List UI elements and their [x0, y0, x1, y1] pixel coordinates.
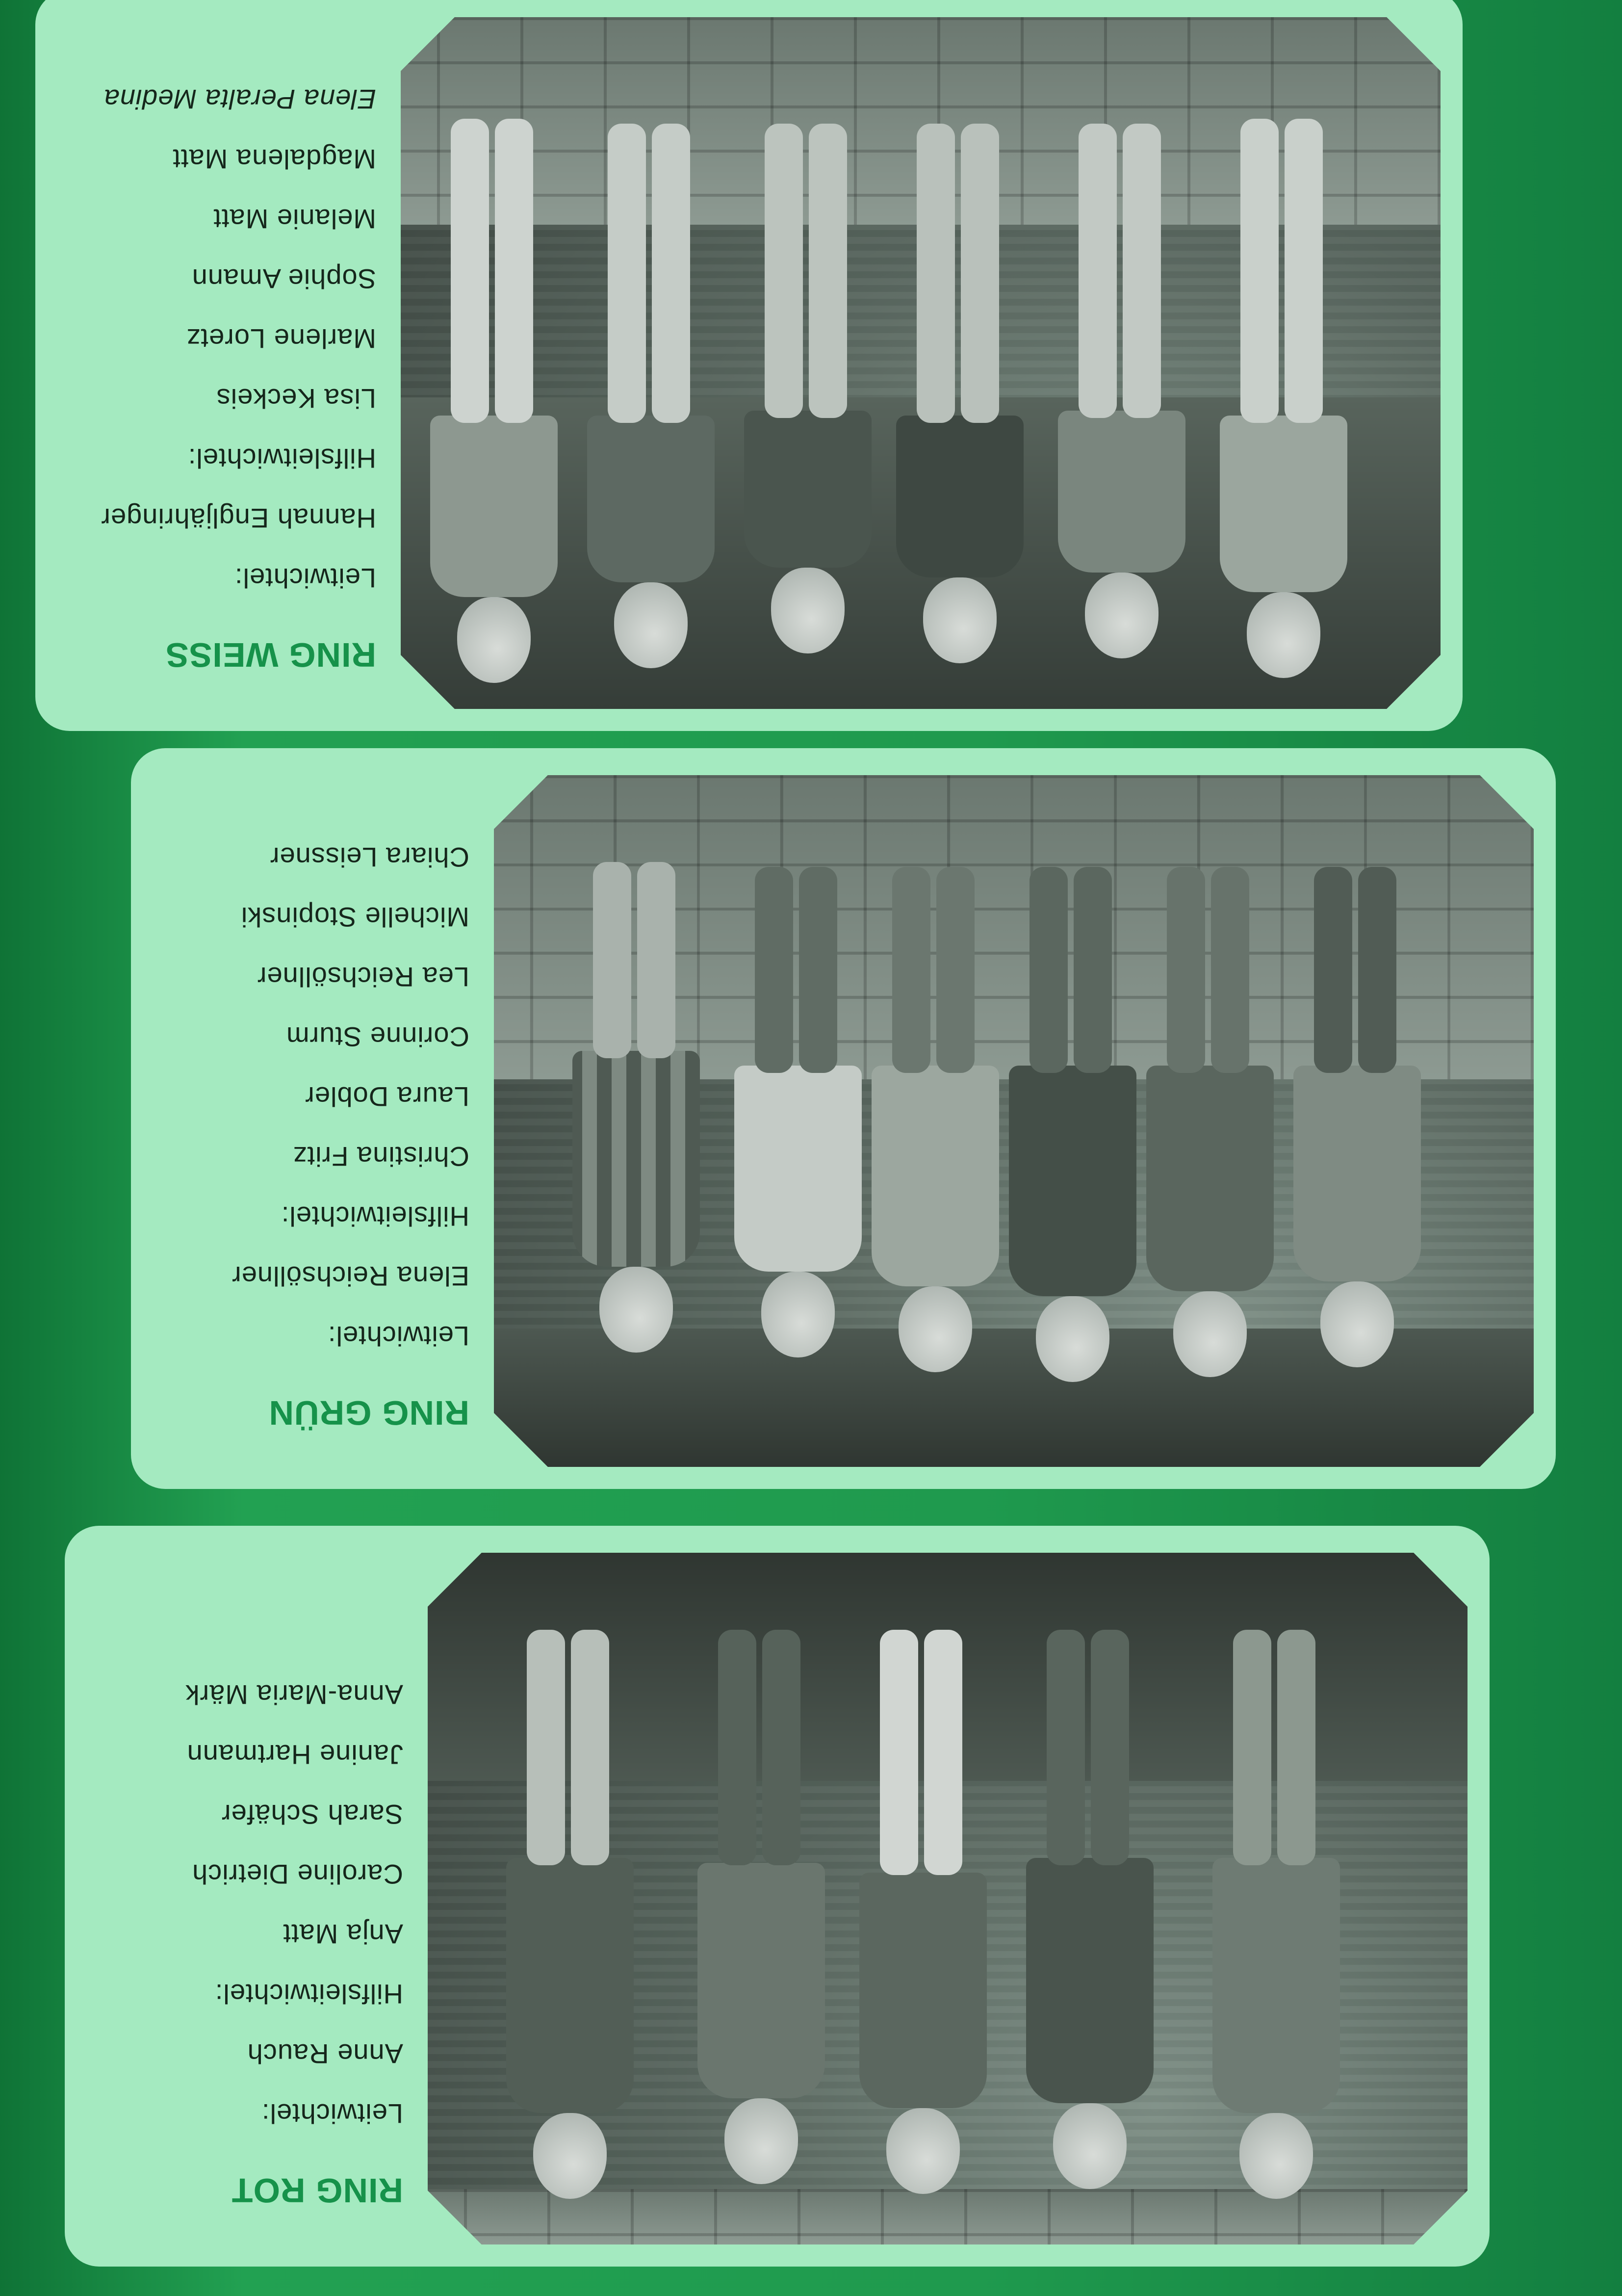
ring-gruen-group-photo: [494, 775, 1534, 1467]
leader-label: Leitwichtel:: [261, 2098, 403, 2129]
member-name: Melanie Matt: [213, 204, 376, 235]
member-name: Michelle Stopinski: [240, 902, 469, 933]
girl-figure: [577, 79, 724, 709]
ring-weiss-group-photo: [401, 17, 1441, 709]
member-name: Lisa Keckeis: [216, 383, 376, 414]
leader-label: Leitwichtel:: [234, 563, 376, 594]
girl-figure: [1004, 837, 1141, 1426]
member-name: Anna-Maria Märk: [185, 1679, 403, 1710]
member-name: Laura Dobler: [305, 1081, 469, 1112]
member-name: Corinne Sturm: [285, 1021, 469, 1052]
girl-figure: [563, 837, 710, 1426]
ring-weiss-panel: [35, 0, 1463, 731]
helper-label: Hilfsleitwichtel:: [214, 1979, 403, 2009]
member-name: Sophie Amann: [191, 263, 376, 294]
girl-figure: [688, 1615, 835, 2228]
ring-gruen-caption: [232, 827, 469, 1433]
leader-label: Leitwichtel:: [327, 1321, 469, 1352]
girl-figure: [1016, 1615, 1163, 2228]
ring-weiss-title: RING WEISS: [165, 636, 376, 674]
leader-name: Elena Reichsöllner: [232, 1261, 469, 1292]
ring-gruen-panel: [131, 748, 1556, 1489]
girl-figure: [1141, 837, 1279, 1426]
member-name: Lea Reichsöllner: [257, 962, 469, 992]
leader-name: Anne Rauch: [247, 2038, 403, 2069]
helper-label: Hilfsleitwichtel:: [281, 1201, 469, 1232]
member-name: Magdalena Matt: [172, 144, 376, 175]
girl-figure: [1288, 837, 1426, 1426]
girl-figure: [729, 837, 867, 1426]
ring-gruen-title: RING GRÜN: [268, 1394, 469, 1432]
member-name: Chiara Leissner: [269, 842, 469, 873]
member-name: Anja Matt: [283, 1919, 403, 1950]
girl-figure: [734, 79, 881, 709]
ring-rot-title: RING ROT: [231, 2171, 403, 2210]
member-name: Christina Fritz: [292, 1141, 469, 1172]
helper-label: Hilfsleitwichtel:: [187, 443, 376, 474]
member-name: Marlene Loretz: [186, 323, 376, 354]
girl-figure: [1210, 79, 1357, 709]
ring-weiss-caption: [101, 69, 376, 675]
girl-figure: [1048, 79, 1195, 709]
girl-figure: [1203, 1615, 1350, 2228]
member-name: Caroline Dietrich: [192, 1859, 403, 1890]
girl-figure: [850, 1615, 997, 2228]
member-name: Elena Peralta Medina: [103, 84, 376, 115]
girl-figure: [496, 1615, 644, 2228]
member-name: Janine Hartmann: [186, 1739, 403, 1770]
member-name: Sarah Schäfer: [221, 1799, 403, 1830]
leader-name: Hannah Engljähringer: [101, 503, 376, 534]
girl-figure: [867, 837, 1004, 1426]
girl-figure: [886, 79, 1033, 709]
ring-rot-group-photo: [428, 1553, 1468, 2244]
ring-rot-caption: [185, 1665, 403, 2210]
ring-rot-panel: [65, 1526, 1490, 2267]
girl-figure: [420, 79, 567, 709]
